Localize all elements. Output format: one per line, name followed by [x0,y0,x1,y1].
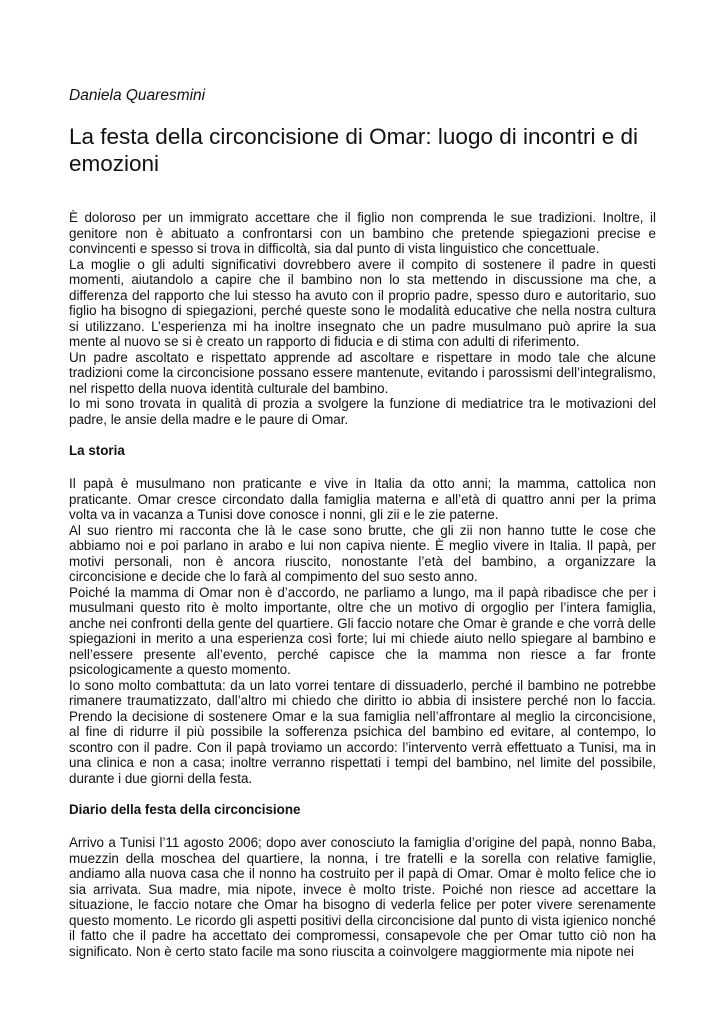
intro-paragraph: Io mi sono trovata in qualità di prozia a svolgere la funzione di mediatrice tra le motivazioni del padre, le ansie della madre e le paure di Omar. [69,396,656,427]
document-page [69,86,656,959]
storia-paragraph: Il papà è musulmano non praticante e vive in Italia da otto anni; la mamma, cattolica non praticante. Omar cresce circondato dalla famiglia materna e all’età di quattro anni per la prima volta va in vacanza a Tunisi dove conosce i nonni, gli zii e le zie paterne. [69,476,656,522]
diario-section [69,835,656,959]
storia-section [69,476,656,786]
document-title: La festa della circoncisione di Omar: luogo di incontri e di emozioni [69,124,639,176]
intro-paragraph: La moglie o gli adulti significativi dovrebbero avere il compito di sostenere il padre in questi momenti, aiutandolo a capire che il bambino non lo sta mettendo in discussione ma che, a differenza del rapporto che lui stesso ha avuto con il proprio padre, spesso duro e autoritario, suo figlio ha bisogno di spiegazioni, perché queste sono le modalità educative che nella nostra cultura si utilizzano. L’esperienza mi ha inoltre insegnato che un padre musulmano può aprire la sua mente al nuovo se si è creato un rapporto di fiducia e di stima con adulti di riferimento. [69,256,656,349]
storia-paragraph: Io sono molto combattuta: da un lato vorrei tentare di dissuaderlo, perché il bambino ne potrebbe rimanere traumatizzato, dall’altro mi chiedo che diritto io abbia di insistere perché non lo faccia. Prendo la decisione di sostenere Omar e la sua famiglia nell’affrontare al meglio la circoncisione, al fine di ridurre il più possibile la sofferenza psichica del bambino ed evitare, al contempo, lo scontro con il padre. Con il papà troviamo un accordo: l’intervento verrà effettuato a Tunisi, ma in una clinica e non a casa; inoltre verranno rispettati i tempi del bambino, nel limite del possibile, durante i due giorni della festa. [69,677,656,786]
section-heading-diario: Diario della festa della circoncisione [69,802,301,817]
storia-paragraph: Poiché la mamma di Omar non è d’accordo, ne parliamo a lungo, ma il papà ribadisce che per i musulmani questo rito è molto importante, oltre che un motivo di orgoglio per l’intera famiglia, anche nei confronti della gente del quartiere. Gli faccio notare che Omar è grande e che vorrà delle spiegazioni in merito a una esperienza così forte; lui mi chiede aiuto nello spiegare al bambino e nell’essere presente all’evento, perché capisce che la mamma non riesce a far fronte psicologicamente a questo momento. [69,584,656,677]
section-heading-storia: La storia [69,443,125,458]
intro-paragraph: Un padre ascoltato e rispettato apprende ad ascoltare e rispettare in modo tale che alcune tradizioni come la circoncisione possano essere mantenute, evitando i parossismi dell’integralismo, nel rispetto della nuova identità culturale del bambino. [69,349,656,396]
diario-paragraph: Arrivo a Tunisi l’11 agosto 2006; dopo aver conosciuto la famiglia d’origine del papà, nonno Baba, muezzin della moschea del quartiere, la nonna, i tre fratelli e la sorella con relative famiglie, andiamo alla nuova casa che il nonno ha costruito per il papà di Omar. Omar è molto felice che io sia arrivata. Sua madre, mia nipote, invece è molto triste. Poiché non riesce ad accettare la situazione, le faccio notare che Omar ha bisogno di vederla felice per poter vivere serenamente questo momento. Le ricordo gli aspetti positivi della circoncisione dal punto di vista igienico nonché il fatto che il padre ha accettato dei compromessi, consapevole che per Omar tutto ciò non ha significato. Non è certo stato facile ma sono riuscita a coinvolgere maggiormente mia nipote nei [69,835,656,959]
author-name: Daniela Quaresmini [69,87,206,104]
storia-paragraph: Al suo rientro mi racconta che là le case sono brutte, che gli zii non hanno tutte le cose che abbiamo noi e poi parlano in arabo e lui non capiva niente. È meglio vivere in Italia. Il papà, per motivi personali, non è ancora riuscito, nonostante l’età del bambino, a organizzare la circoncisione e decide che lo farà al compimento del suo sesto anno. [69,522,656,584]
intro-paragraph: È doloroso per un immigrato accettare che il figlio non comprenda le sue tradizioni. Inoltre, il genitore non è abituato a confrontarsi con un bambino che pretende spiegazioni precise e convincenti e spesso si trova in difficoltà, sia dal punto di vista linguistico che concettuale. [69,210,656,256]
intro-section [69,210,656,427]
